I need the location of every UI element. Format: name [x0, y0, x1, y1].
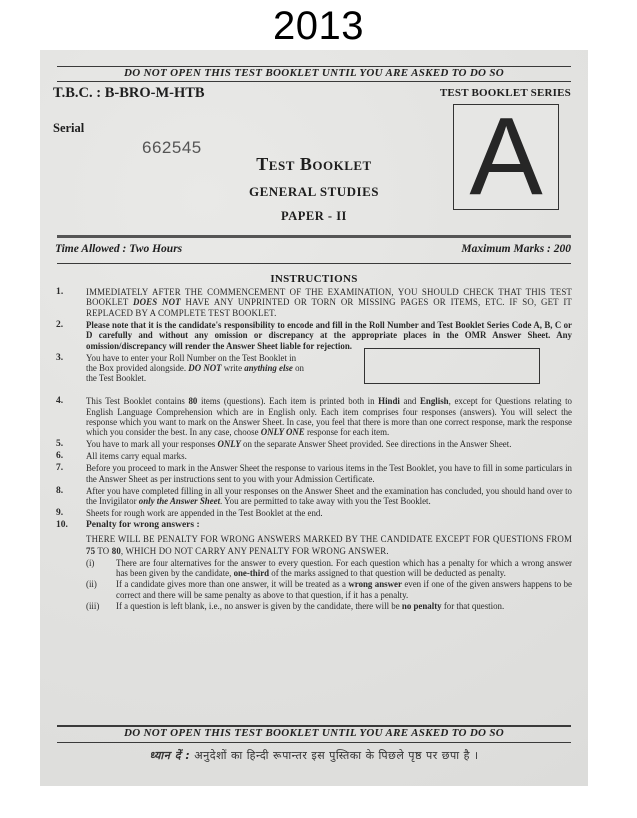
series-code: A — [469, 95, 543, 218]
time-allowed: Time Allowed : Two Hours — [55, 243, 183, 255]
top-warning-banner: DO NOT OPEN THIS TEST BOOKLET UNTIL YOU ARE ASKED TO DO SO — [123, 67, 505, 79]
item-number: 8. — [56, 485, 64, 496]
year-heading: 2013 — [273, 4, 364, 48]
penalty-statement: THERE WILL BE PENALTY FOR WRONG ANSWERS MARKED BY THE CANDIDATE EXCEPT FOR QUESTIONS FROM 75 TO 80, WHICH DO NOT CARRY ANY PENALTY FOR WRONG ANSWER. — [86, 533, 572, 556]
header-rule-lower — [57, 263, 571, 264]
bottom-warning-banner: DO NOT OPEN THIS TEST BOOKLET UNTIL YOU ARE ASKED TO DO SO — [123, 727, 505, 739]
instruction-item: 4. This Test Booklet contains 80 items (questions). Each item is printed both in Hindi and English, except for Questions relating to English Language Comprehension which are in English only. Each item comprises four responses (answers). You will select the response which you want to mark on the Answer Sheet. In case, you feel that there is more than one correct response, mark the response which you consider the best. In any case, choose ONLY ONE response for each item. — [56, 396, 572, 438]
item-number: 5. — [56, 439, 64, 450]
serial-label: Serial — [53, 121, 85, 135]
hindi-note: ध्यान दें : अनुदेशों का हिन्दी रूपान्तर इस पुस्तिका के पिछले पृष्ठ पर छपा है । — [149, 749, 479, 762]
instruction-item: 7. Before you proceed to mark in the Answer Sheet the response to various items in the Test Booklet, you have to fill in some particulars in the Answer Sheet as per instructions sent to you with your Admission Certificate. — [56, 463, 572, 484]
series-label: TEST BOOKLET SERIES — [439, 87, 571, 99]
item-number: 6. — [56, 451, 64, 462]
item-number: 4. — [56, 396, 64, 407]
item-number: 9. — [56, 508, 64, 519]
paper-title: PAPER - II — [281, 209, 347, 223]
instruction-item: 6. All items carry equal marks. — [56, 451, 187, 462]
header-rule — [57, 235, 571, 238]
instruction-item: 3. You have to enter your Roll Number on the Test Booklet in the Box provided alongside. DO NOT write anything else on the Test Booklet. — [56, 353, 572, 395]
subject-title: GENERAL STUDIES — [249, 184, 379, 199]
instruction-item: 9. Sheets for rough work are appended in the Test Booklet at the end. — [56, 508, 323, 519]
instruction-item-penalty — [56, 520, 572, 611]
item-number: 2. — [56, 319, 64, 330]
item-number: 7. — [56, 463, 64, 474]
penalty-heading: Penalty for wrong answers : — [86, 520, 200, 531]
item-number: 1. — [56, 287, 64, 297]
roll-number-box[interactable] — [364, 348, 540, 384]
penalty-subitem: (iii) If a question is left blank, i.e., no answer is given by the candidate, there will be no penalty for that question. — [86, 601, 505, 612]
instructions-heading: INSTRUCTIONS — [270, 273, 358, 285]
penalty-subitem: (i) There are four alternatives for the answer to every question. For each question which has a penalty for which a wrong answer has been given by the candidate, one-third of the marks assigned to that question will be deducted as penalty. — [86, 557, 572, 579]
bottom-rule-lower — [57, 742, 571, 743]
item-number: 10. — [56, 520, 68, 531]
maximum-marks: Maximum Marks : 200 — [461, 243, 571, 255]
instructions-list — [56, 287, 572, 613]
test-booklet-cover — [40, 50, 588, 786]
instruction-item: 8. After you have completed filling in all your responses on the Answer Sheet and the examination has concluded, you should hand over to the Invigilator only the Answer Sheet. You are permitted to take away with you the Test Booklet. — [56, 485, 572, 507]
tbc-code: T.B.C. : B-BRO-M-HTB — [53, 85, 205, 101]
booklet-title: Test Booklet — [256, 154, 372, 174]
instruction-item: 1. IMMEDIATELY AFTER THE COMMENCEMENT OF THE EXAMINATION, YOU SHOULD CHECK THAT THIS TEST BOOKLET DOES NOT HAVE ANY UNPRINTED OR TORN OR MISSING PAGES OR ITEMS, ETC. IF SO, GET IT REPLACED BY A COMPLETE TEST BOOKLET. — [56, 287, 573, 318]
instruction-item: 2. Please note that it is the candidate's responsibility to encode and fill in the Roll Number and Test Booklet Series Code A, B, C or D carefully and without any omission or discrepancy at the appropriate places in the OMR Answer Sheet. Any omission/discrepancy will render the Answer Sheet liable for rejection. — [56, 319, 572, 351]
penalty-subitem: (ii) If a candidate gives more than one answer, it will be treated as a wrong answer even if one of the given answers happens to be correct and there will be same penalty as above to that question, if it has a penalty. — [86, 579, 573, 600]
top-rule-lower — [57, 81, 571, 82]
instruction-item: 5. You have to mark all your responses ONLY on the separate Answer Sheet provided. See directions in the Answer Sheet. — [56, 439, 512, 450]
serial-number: 662545 — [142, 138, 202, 157]
item-number: 3. — [56, 352, 64, 363]
